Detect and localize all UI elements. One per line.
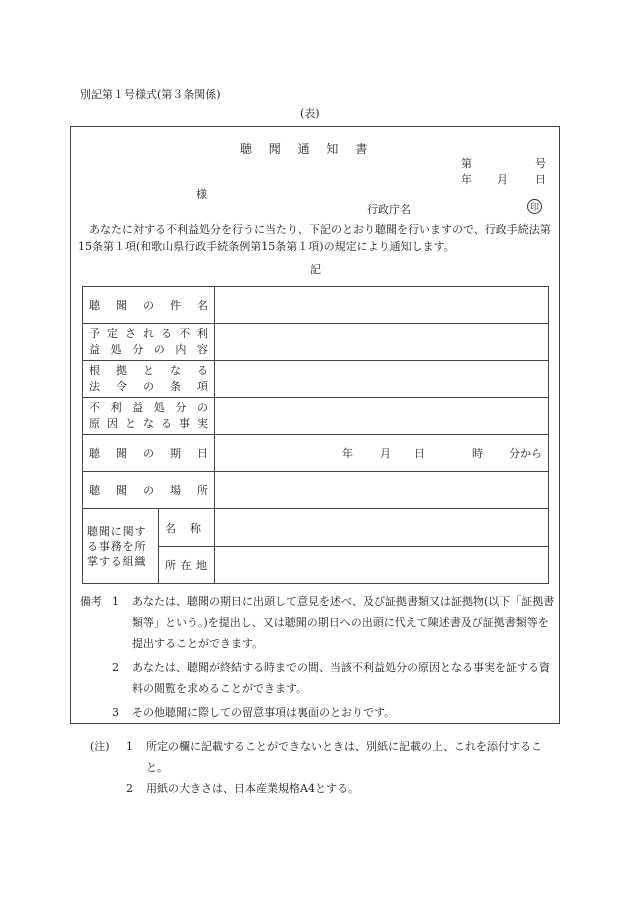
cause-field[interactable] <box>215 398 549 435</box>
number-suffix: 号 <box>535 157 546 170</box>
issue-month: 月 <box>497 173 508 186</box>
date-minute: 分から <box>509 447 542 460</box>
case-field[interactable] <box>215 287 549 324</box>
agency-name-label: 行政庁名 <box>367 203 411 216</box>
org-name-label: 名 称 <box>165 521 201 535</box>
notice-title: 聴聞通知書 <box>240 142 385 156</box>
remarks <box>80 591 555 723</box>
cause-label-2: 原 因 と な る 事 実 <box>89 417 208 430</box>
footnote-2: 2 用紙の大きさは、日本産業規格A4とする。 <box>126 782 359 795</box>
row-case <box>83 287 549 324</box>
org-label-2: る事務を所 <box>87 539 147 553</box>
org-address-label: 所 在 地 <box>165 559 207 572</box>
org-address-field[interactable] <box>215 546 549 584</box>
remark-1: 備考 1 あなたは、聴聞の期日に出頭して意見を述べ、及び証拠書類又は証拠物(以下「証拠書類等」という。)を提出し、又は聴聞の期日への出頭に代えて陳述書及び証拠書類等を提出することができます。 <box>80 591 555 654</box>
org-label-1: 聴聞に関す <box>87 524 147 538</box>
ki-label: 記 <box>310 263 321 276</box>
number-prefix: 第 <box>461 157 472 170</box>
row-place <box>83 472 549 509</box>
row-cause <box>83 398 549 435</box>
remark-3: 3 その他聴聞に際しての留意事項は裏面のとおりです。 <box>112 706 396 719</box>
law-label-1: 根 拠 と な る <box>89 364 208 377</box>
hearing-table <box>82 286 549 584</box>
row-date <box>83 435 549 472</box>
place-label: 聴 聞 の 場 所 <box>89 484 208 497</box>
date-label: 聴 聞 の 期 日 <box>89 447 208 460</box>
org-label-3: 掌する組織 <box>87 554 147 568</box>
remarks-label: 備考 <box>80 595 102 608</box>
action-label-2: 益 処 分 の 内 容 <box>89 343 208 356</box>
footnote-1: (注) 1 所定の欄に記載することができないときは、別紙に記載の上、これを添付すること。 <box>90 736 560 778</box>
issue-year: 年 <box>461 173 472 186</box>
row-org-name <box>83 509 549 547</box>
remark-2: 2 あなたは、聴聞が終結する時までの間、当該不利益処分の原因となる事実を証する資料の閲覧を求めることができます。 <box>112 661 550 695</box>
seal-icon: 印 <box>527 199 542 214</box>
footnote-label: (注) <box>90 740 110 753</box>
law-label-2: 法 令 の 条 項 <box>89 380 208 393</box>
form-id: 別記第１号様式(第３条関係) <box>80 88 221 101</box>
footnote <box>90 736 560 799</box>
date-month: 月 <box>380 447 391 460</box>
notice-body: あなたに対する不利益処分を行うに当たり、下記のとおり聴聞を行いますので、行政手続法第15条第１項(和歌山県行政手続条例第15条第１項)の規定により通知します。 <box>78 223 551 253</box>
date-day: 日 <box>414 447 425 460</box>
addressee-sama: 様 <box>196 188 207 201</box>
side-label: (表) <box>300 107 320 120</box>
org-name-field[interactable] <box>215 509 549 547</box>
action-field[interactable] <box>215 324 549 361</box>
case-label: 聴 聞 の 件 名 <box>89 299 208 312</box>
issue-day: 日 <box>535 173 546 186</box>
row-law <box>83 361 549 398</box>
row-action <box>83 324 549 361</box>
date-year: 年 <box>342 447 353 460</box>
law-field[interactable] <box>215 361 549 398</box>
cause-label-1: 不 利 益 処 分 の <box>89 401 208 414</box>
date-field[interactable] <box>215 435 549 472</box>
place-field[interactable] <box>215 472 549 509</box>
action-label-1: 予 定 さ れ る 不 利 <box>89 327 208 340</box>
date-hour: 時 <box>472 447 483 460</box>
